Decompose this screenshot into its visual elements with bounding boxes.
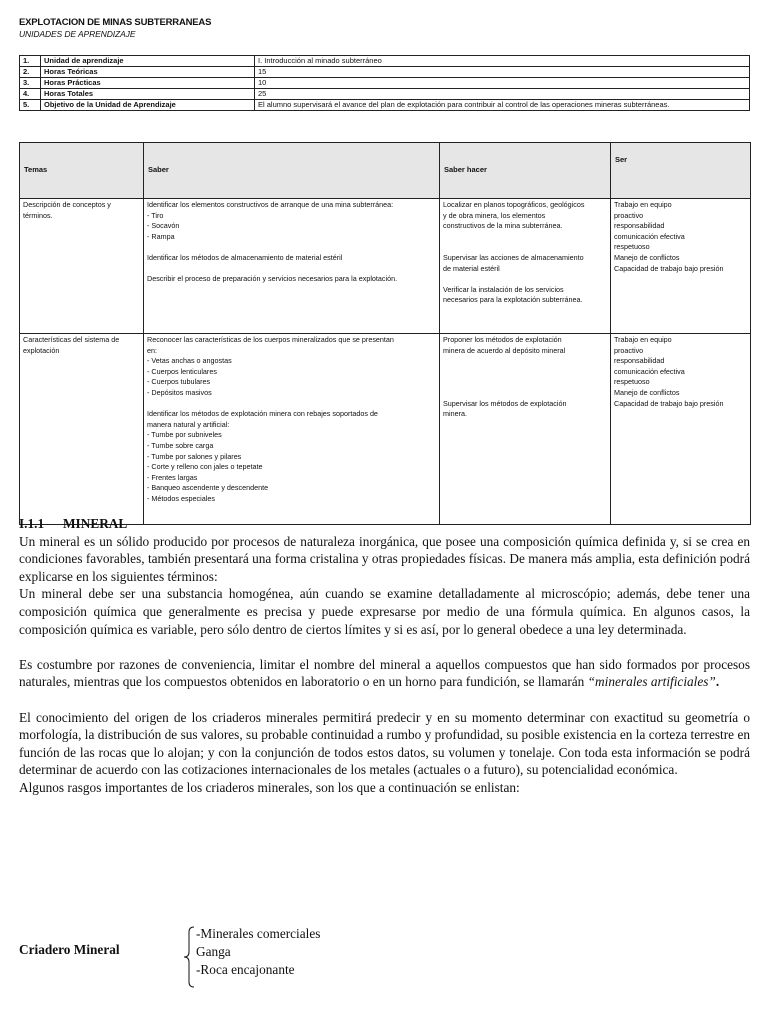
cell-ser	[611, 334, 751, 525]
cell-line: - Vetas anchas o angostas	[147, 356, 232, 366]
info-value: 10	[255, 78, 750, 89]
competencies-header-row	[20, 143, 751, 199]
line-gap	[443, 388, 607, 399]
cell-line: necesarios para la explotación subterránea.	[443, 295, 583, 305]
cell-line: minera.	[443, 409, 467, 419]
cell-line: manera natural y artificial:	[147, 419, 230, 429]
criadero-item: -Minerales comerciales	[196, 926, 321, 941]
paragraph-2: Un mineral debe ser una substancia homogénea, aún cuando se examine detalladamente al microscópio; además, debe tener una composición química que generalmente es precisa y puede expresarse por medio de una fórmula química. En algunos casos, la composición química es variable, pero sólo dentro de ciertos límites y si es así, por lo general obedece a una ley determinada.	[19, 586, 750, 637]
line-gap	[443, 356, 607, 367]
cell-saber	[144, 199, 440, 334]
info-label: Horas Prácticas	[41, 78, 255, 89]
line-gap	[443, 367, 607, 378]
paragraph-3-emphasis-text: “minerales artificiales”	[587, 674, 716, 690]
cell-line: explotación	[23, 345, 60, 355]
cell-line: - Tumbe por subniveles	[147, 430, 222, 440]
cell-line: respetuoso	[614, 377, 650, 387]
cell-line: proactivo	[614, 210, 644, 220]
cell-line: - Tumbe por salones y pilares	[147, 451, 242, 461]
info-number: 5.	[20, 100, 41, 111]
info-value: El alumno supervisará el avance del plan de explotación para contribuir al control de las operaciones mineras subterráneas.	[255, 100, 750, 111]
header-saber-hacer: Saber hacer	[440, 143, 611, 199]
info-value: I. Introducción al minado subterráneo	[255, 56, 750, 67]
competencies-row	[20, 334, 751, 525]
competencies-row	[20, 199, 751, 334]
header-temas: Temas	[20, 143, 144, 199]
info-label: Horas Teóricas	[41, 67, 255, 78]
section-title: MINERAL	[63, 516, 128, 531]
section-number: I.1.1	[19, 516, 45, 531]
cell-line: - Tiro	[147, 210, 164, 220]
cell-ser	[611, 199, 751, 334]
cell-line: proactivo	[614, 345, 644, 355]
paragraph-3	[19, 656, 750, 691]
cell-line: - Cuerpos lenticulares	[147, 366, 217, 376]
document-subtitle: UNIDADES DE APRENDIZAJE	[19, 29, 136, 39]
info-number: 4.	[20, 89, 41, 100]
cell-line: - Depósitos masivos	[147, 387, 212, 397]
cell-line: - Socavón	[147, 221, 180, 231]
paragraph-4: El conocimiento del origen de los criaderos minerales permitirá predecir y en su momento determinar con exactitud su geometría o morfología, la distribución de sus valores, su probable continuidad a rumbo y profundidad, su posible existencia en la corteza terrestre en función de las rocas que lo alojan; y con la conjunción de todos estos datos, su volumen y tonelaje. Con toda esta información se podrá determinar de acuerdo con las cotizaciones internacionales de los metales (actuales o a futuro), su potencialidad económica.	[19, 709, 750, 778]
cell-line: - Tumbe sobre carga	[147, 440, 214, 450]
info-value: 25	[255, 89, 750, 100]
paragraph-1: Un mineral es un sólido producido por procesos de naturaleza inorgánica, que posee una composición química definida y, si se crea en condiciones favorables, también presentará una forma cristalina y otras propiedades físicas. De manera más amplia, esta definición podrá explicarse en los siguientes términos:	[19, 533, 750, 584]
cell-line: Capacidad de trabajo bajo presión	[614, 263, 724, 273]
cell-line: Proponer los métodos de explotación	[443, 335, 562, 344]
criadero-list	[196, 925, 320, 979]
paragraph-3-end: .	[715, 674, 720, 690]
info-label: Horas Totales	[41, 89, 255, 100]
cell-line: Supervisar las acciones de almacenamiento	[443, 252, 584, 262]
document-title: EXPLOTACION DE MINAS SUBTERRANEAS	[19, 17, 212, 28]
cell-temas	[20, 334, 144, 525]
cell-temas	[20, 199, 144, 334]
cell-line: Reconocer las características de los cuerpos mineralizados que se presentan	[147, 335, 394, 344]
cell-line: constructivos de la mina subterránea.	[443, 221, 563, 231]
cell-line: Identificar los elementos constructivos de arranque de una mina subterránea:	[147, 200, 394, 209]
info-row	[20, 100, 750, 111]
cell-line: comunicación efectiva	[614, 366, 685, 376]
cell-line: - Métodos especiales	[147, 493, 215, 503]
cell-line: - Corte y relleno con jales o tepetate	[147, 462, 263, 472]
info-number: 2.	[20, 67, 41, 78]
cell-line: - Banqueo ascendente y descendente	[147, 483, 269, 493]
cell-line: de material estéril	[443, 263, 500, 273]
cell-line: responsabilidad	[614, 221, 665, 231]
info-number: 1.	[20, 56, 41, 67]
cell-line: Identificar los métodos de explotación minera con rebajes soportados de	[147, 409, 378, 419]
curly-brace-icon	[182, 926, 196, 988]
line-gap	[443, 274, 607, 285]
criadero-item: Ganga	[196, 944, 231, 959]
paragraph-gap	[19, 638, 750, 656]
line-gap	[443, 242, 607, 253]
cell-line: Manejo de conflictos	[614, 252, 680, 262]
cell-line: Trabajo en equipo	[614, 200, 672, 209]
cell-line: Identificar los métodos de almacenamiento de material estéril	[147, 252, 343, 262]
cell-line: en:	[147, 345, 157, 355]
cell-line: Describir el proceso de preparación y servicios necesarios para la explotación.	[147, 274, 398, 284]
cell-line: Trabajo en equipo	[614, 335, 672, 344]
cell-line: Supervisar los métodos de explotación	[443, 398, 567, 408]
header-ser: Ser	[611, 143, 751, 199]
cell-line: responsabilidad	[614, 356, 665, 366]
info-row	[20, 67, 750, 78]
info-value: 15	[255, 67, 750, 78]
line-gap	[147, 264, 436, 275]
cell-line: Localizar en planos topográficos, geológicos	[443, 200, 585, 209]
header-saber: Saber	[144, 143, 440, 199]
criadero-item: -Roca encajonante	[196, 962, 295, 977]
cell-line: Capacidad de trabajo bajo presión	[614, 398, 724, 408]
paragraph-5: Algunos rasgos importantes de los criaderos minerales, son los que a continuación se enlistan:	[19, 779, 520, 795]
cell-line: Manejo de conflictos	[614, 387, 680, 397]
cell-saber-hacer	[440, 334, 611, 525]
info-number: 3.	[20, 78, 41, 89]
cell-line: Descripción de conceptos y	[23, 200, 111, 209]
cell-line: - Frentes largas	[147, 472, 198, 482]
cell-line: respetuoso	[614, 242, 650, 252]
cell-line: - Rampa	[147, 231, 175, 241]
section-body	[19, 515, 750, 797]
cell-line: y de obra minera, los elementos	[443, 210, 546, 220]
line-gap	[443, 377, 607, 388]
line-gap	[443, 232, 607, 243]
competencies-table	[19, 142, 751, 525]
paragraph-3-text: Es costumbre por razones de conveniencia, limitar el nombre del mineral a aquellos compuestos que han sido formados por procesos naturales, mientras que los compuestos obtenidos en laboratorio o en un horno para fundición, se llamarán	[19, 656, 750, 690]
info-label: Unidad de aprendizaje	[41, 56, 255, 67]
info-row	[20, 56, 750, 67]
cell-line: términos.	[23, 210, 53, 220]
info-row	[20, 78, 750, 89]
cell-line: - Cuerpos tubulares	[147, 377, 211, 387]
cell-line: Verificar la instalación de los servicios	[443, 284, 564, 294]
line-gap	[147, 242, 436, 253]
cell-saber	[144, 334, 440, 525]
info-row	[20, 89, 750, 100]
cell-saber-hacer	[440, 199, 611, 334]
info-label: Objetivo de la Unidad de Aprendizaje	[41, 100, 255, 111]
unit-info-table	[19, 55, 750, 111]
criadero-label: Criadero Mineral	[19, 942, 120, 957]
cell-line: comunicación efectiva	[614, 231, 685, 241]
cell-line: Características del sistema de	[23, 335, 120, 344]
section-heading	[19, 515, 750, 533]
paragraph-gap	[19, 691, 750, 709]
line-gap	[147, 399, 436, 410]
cell-line: minera de acuerdo al depósito mineral	[443, 345, 566, 355]
paragraph-3-emphasis	[588, 674, 716, 689]
